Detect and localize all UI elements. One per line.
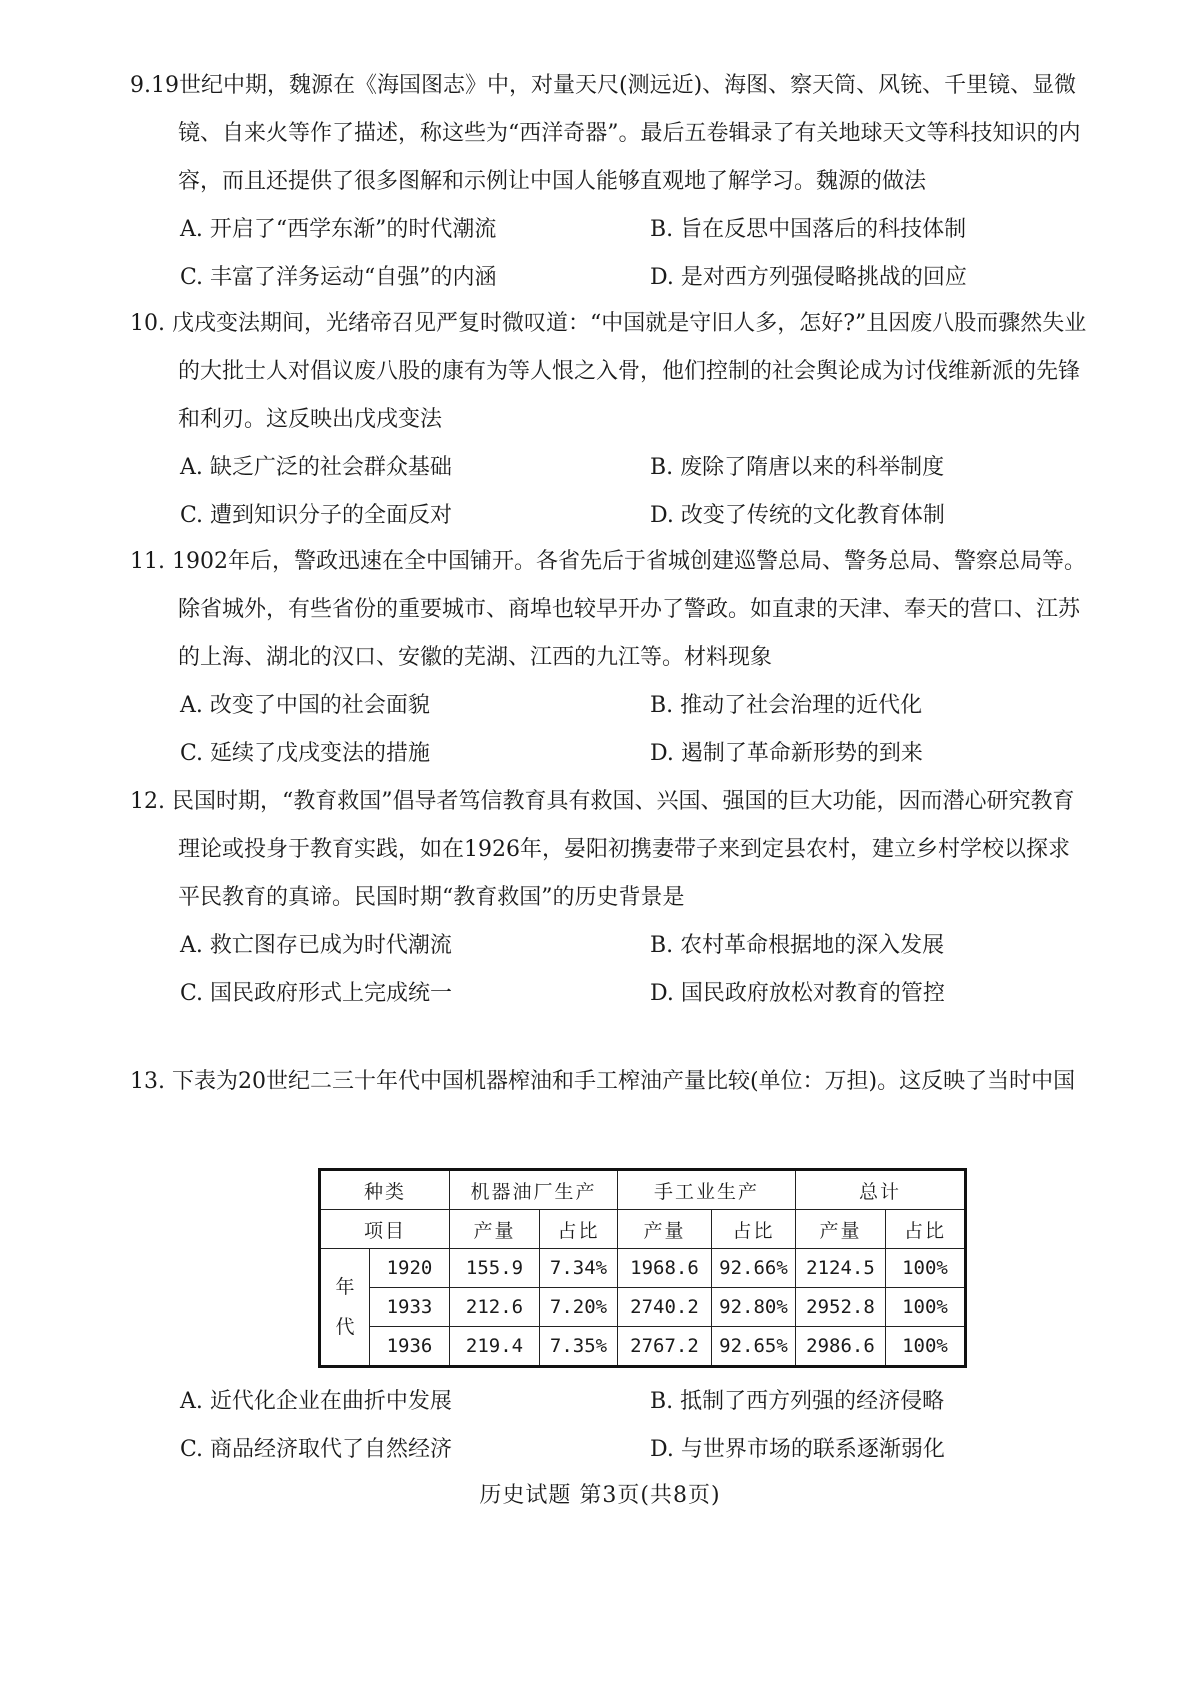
header-output: 产量 (618, 1210, 712, 1249)
question-13-stem: 13. 下表为20世纪二三十年代中国机器榨油和手工榨油产量比较(单位：万担)。这反映了当时中国 (130, 1069, 1076, 1094)
table-cell: 1933 (370, 1288, 450, 1327)
header-share: 占比 (886, 1210, 966, 1249)
table-cell: 2767.2 (618, 1327, 712, 1367)
option-c: C. 延续了戊戌变法的措施 (180, 741, 431, 766)
option-b: B. 废除了隋唐以来的科举制度 (650, 455, 945, 480)
option-d: D. 国民政府放松对教育的管控 (650, 981, 945, 1006)
option-a: A. 近代化企业在曲折中发展 (180, 1389, 452, 1414)
option-b: B. 旨在反思中国落后的科技体制 (650, 217, 967, 242)
table-sub-header-row (320, 1210, 966, 1249)
table-cell: 92.66% (712, 1249, 796, 1288)
option-c: C. 国民政府形式上完成统一 (180, 981, 453, 1006)
option-d: D. 遏制了革命新形势的到来 (650, 741, 923, 766)
page-footer: 历史试题 第3页(共8页) (479, 1483, 721, 1508)
question-9 (130, 62, 1090, 302)
header-handicraft: 手工业生产 (618, 1170, 796, 1210)
table-cell: 2124.5 (796, 1249, 886, 1288)
option-a: A. 开启了“西学东渐”的时代潮流 (180, 217, 497, 242)
question-9-options (130, 206, 1090, 302)
question-13-options (130, 1378, 1090, 1474)
table-cell: 1968.6 (618, 1249, 712, 1288)
header-share: 占比 (712, 1210, 796, 1249)
row-group-label (320, 1249, 370, 1367)
option-c: C. 丰富了洋务运动“自强”的内涵 (180, 265, 497, 290)
option-d: D. 改变了传统的文化教育体制 (650, 503, 945, 528)
question-12-options (130, 922, 1090, 1018)
question-13 (130, 1058, 1090, 1106)
header-output: 产量 (450, 1210, 540, 1249)
question-13-options-block (130, 1378, 1090, 1474)
table-cell: 100% (886, 1288, 966, 1327)
option-b: B. 抵制了西方列强的经济侵略 (650, 1389, 945, 1414)
table-cell: 2952.8 (796, 1288, 886, 1327)
table-row (320, 1327, 966, 1367)
question-12-stem: 12. 民国时期，“教育救国”倡导者笃信教育具有救国、兴国、强国的巨大功能，因而潜心研究教育理论或投身于教育实践，如在1926年，晏阳初携妻带子来到定县农村，建立乡村学校以探求平民教育的真谛。民国时期“教育救国”的历史背景是 (130, 789, 1075, 910)
table-cell: 100% (886, 1327, 966, 1367)
table-cell: 100% (886, 1249, 966, 1288)
header-machine: 机器油厂生产 (450, 1170, 618, 1210)
option-d: D. 与世界市场的联系逐渐弱化 (650, 1437, 945, 1462)
question-10 (130, 300, 1090, 540)
header-category: 种类 (320, 1170, 450, 1210)
option-b: B. 推动了社会治理的近代化 (650, 693, 923, 718)
table-group-header-row (320, 1170, 966, 1210)
option-d: D. 是对西方列强侵略挑战的回应 (650, 265, 967, 290)
header-output: 产量 (796, 1210, 886, 1249)
option-a: A. 缺乏广泛的社会群众基础 (180, 455, 452, 480)
header-share: 占比 (540, 1210, 618, 1249)
table-cell: 7.34% (540, 1249, 618, 1288)
table-cell: 2740.2 (618, 1288, 712, 1327)
table-cell: 1920 (370, 1249, 450, 1288)
row-group-label-text: 年代 (335, 1276, 357, 1338)
question-12 (130, 778, 1090, 1018)
table-cell: 7.35% (540, 1327, 618, 1367)
option-a: A. 改变了中国的社会面貌 (180, 693, 430, 718)
header-item: 项目 (320, 1210, 450, 1249)
question-11-stem: 11. 1902年后，警政迅速在全中国铺开。各省先后于省城创建巡警总局、警务总局、警察总局等。除省城外，有些省份的重要城市、商埠也较早开办了警政。如直隶的天津、奉天的营口、江苏的上海、湖北的汉口、安徽的芜湖、江西的九江等。材料现象 (130, 549, 1086, 670)
header-total: 总计 (796, 1170, 966, 1210)
table-row (320, 1249, 966, 1288)
question-11-options (130, 682, 1090, 778)
table-cell: 92.80% (712, 1288, 796, 1327)
option-c: C. 遭到知识分子的全面反对 (180, 503, 453, 528)
table-cell: 155.9 (450, 1249, 540, 1288)
table-cell: 2986.6 (796, 1327, 886, 1367)
table-cell: 1936 (370, 1327, 450, 1367)
question-10-stem: 10. 戊戌变法期间，光绪帝召见严复时微叹道：“中国就是守旧人多，怎好?”且因废八股而骤然失业的大批士人对倡议废八股的康有为等人恨之入骨，他们控制的社会舆论成为讨伐维新派的先锋和利刃。这反映出戊戌变法 (130, 311, 1087, 432)
table-row (320, 1288, 966, 1327)
option-c: C. 商品经济取代了自然经济 (180, 1437, 453, 1462)
option-a: A. 救亡图存已成为时代潮流 (180, 933, 452, 958)
question-11 (130, 538, 1090, 778)
table-cell: 92.65% (712, 1327, 796, 1367)
table-cell: 219.4 (450, 1327, 540, 1367)
table-cell: 212.6 (450, 1288, 540, 1327)
option-b: B. 农村革命根据地的深入发展 (650, 933, 945, 958)
question-9-stem: 9.19世纪中期，魏源在《海国图志》中，对量天尺(测远近)、海图、察天筒、风铳、千里镜、显微镜、自来火等作了描述，称这些为“西洋奇器”。最后五卷辑录了有关地球天文等科技知识的内容，而且还提供了很多图解和示例让中国人能够直观地了解学习。魏源的做法 (130, 73, 1081, 194)
table-cell: 7.20% (540, 1288, 618, 1327)
oil-production-table-wrap (318, 1168, 967, 1368)
oil-production-table (318, 1168, 967, 1368)
question-10-options (130, 444, 1090, 540)
